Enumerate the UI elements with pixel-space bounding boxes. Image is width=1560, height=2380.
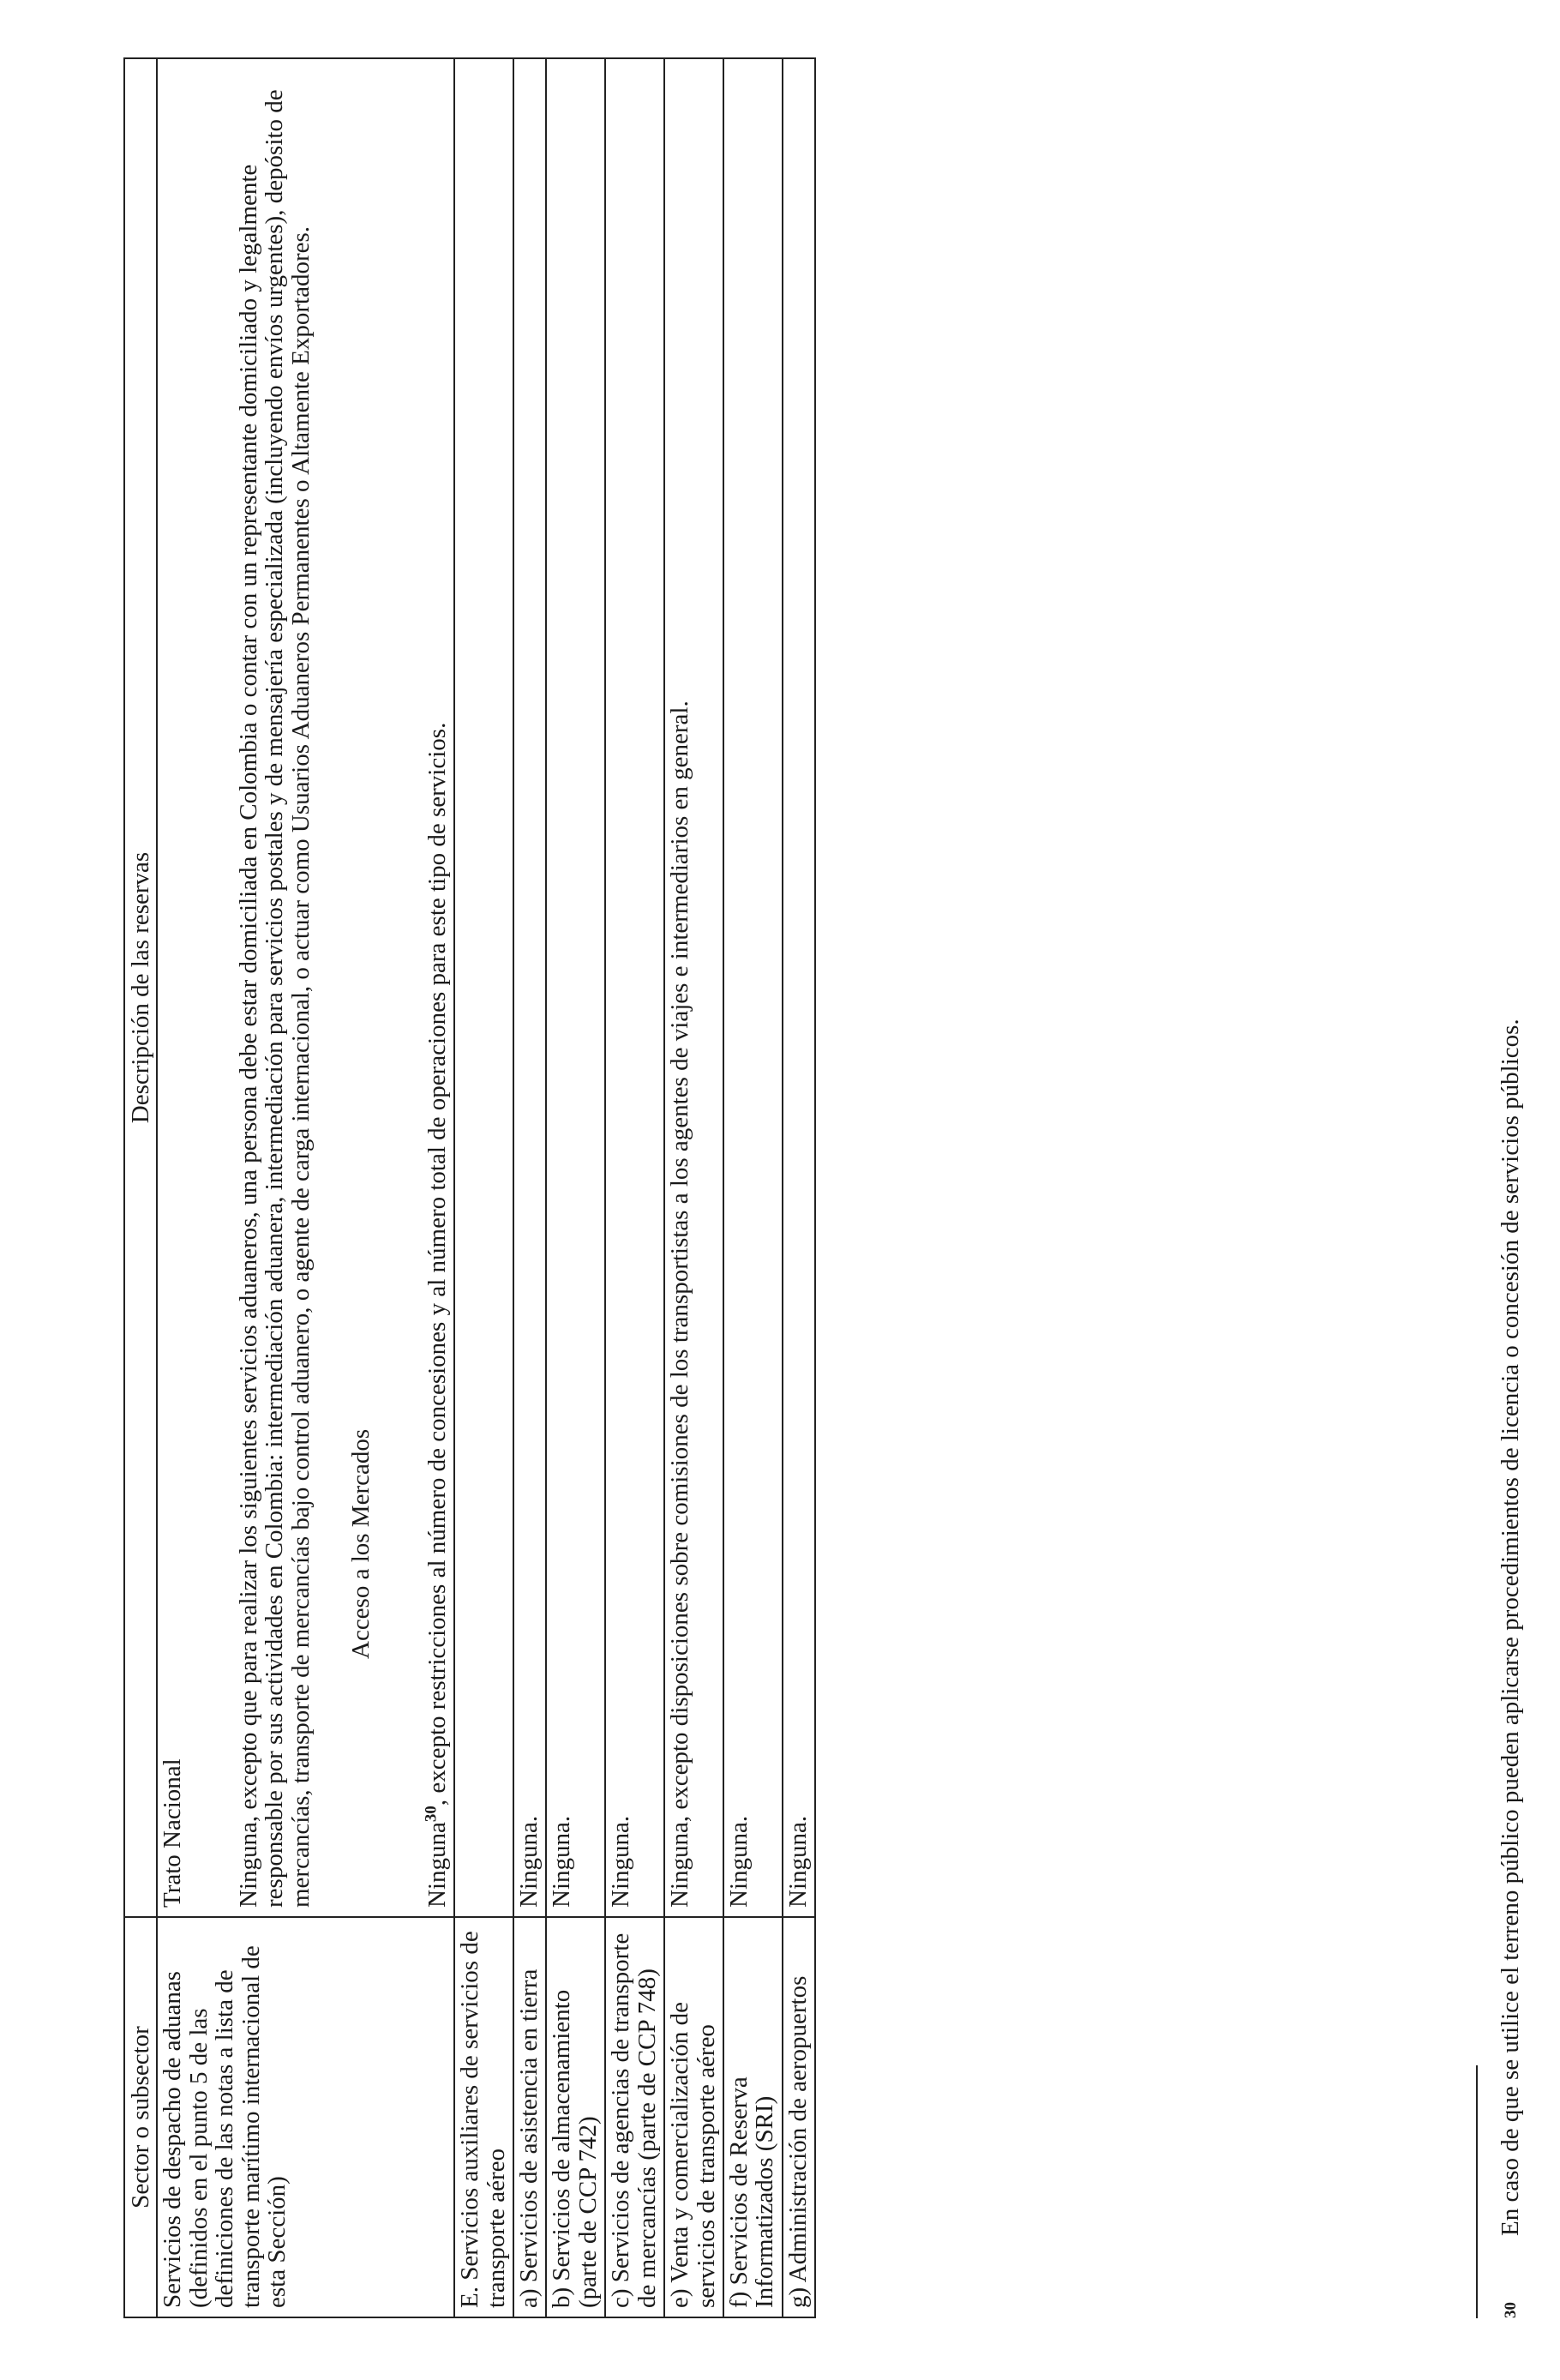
table-row	[513, 58, 546, 2317]
table-row	[605, 58, 664, 2317]
description-cell	[454, 58, 513, 1917]
trato-nacional-text: Ninguna, excepto que para realizar los siguientes servicios aduaneros, una persona debe estar domiciliada en Colombia o contar con un representante domiciliado y legalmente responsable por sus actividades en Colombia: intermediación aduanera, intermediación para servicios postales y de mensajería especializada (incluyendo envíos urgentes), depósito de mercancías, transporte de mercancías bajo control aduanero, o agente de carga internacional, o actuar como Usuarios Aduaneros Permanentes o Altamente Exportadores.	[234, 89, 315, 1908]
acceso-rest: , excepto restricciones al número de concesiones y al número total de operaciones para este tipo de servicios.	[423, 722, 451, 1806]
header-sector: Sector o subsector	[124, 1917, 157, 2317]
sector-cell: f) Servicios de Reserva Informatizados (SRI)	[723, 1917, 783, 2317]
acceso-mercados-heading: Acceso a los Mercados	[347, 1428, 375, 1659]
reservations-table	[123, 57, 816, 2318]
footnote-ref-30: 30	[421, 1806, 440, 1823]
trato-nacional-heading: Trato Nacional	[159, 1758, 187, 1908]
description-cell: Ninguna.	[605, 58, 664, 1917]
table-row	[157, 58, 454, 2317]
acceso-mercados-text	[421, 68, 451, 1908]
table-row	[546, 58, 605, 2317]
sector-cell: a) Servicios de asistencia en tierra	[513, 1917, 546, 2317]
sector-cell: E. Servicios auxiliares de servicios de transporte aéreo	[454, 1917, 513, 2317]
footnote-number: 30	[1502, 2302, 1520, 2318]
footnote-separator	[1476, 2065, 1478, 2318]
sector-cell: b) Servicios de almacenamiento (parte de CCP 742)	[546, 1917, 605, 2317]
description-cell: Ninguna.	[723, 58, 783, 1917]
sector-cell: e) Venta y comercialización de servicios de transporte aéreo	[664, 1917, 723, 2317]
table-row	[454, 58, 513, 2317]
table-row	[723, 58, 783, 2317]
table-row	[664, 58, 723, 2317]
description-cell: Ninguna.	[546, 58, 605, 1917]
reservations-table-wrapper	[123, 57, 816, 2318]
table-header-row	[124, 58, 157, 2317]
description-cell: Ninguna.	[513, 58, 546, 1917]
footnote-text: En caso de que se utilice el terreno público pueden aplicarse procedimientos de licencia o concesión de servicios públicos.	[1497, 1019, 1524, 2236]
table-row	[783, 58, 815, 2317]
description-cell: Ninguna.	[783, 58, 815, 1917]
sector-cell: g) Administración de aeropuertos	[783, 1917, 815, 2317]
sector-cell: c) Servicios de agencias de transporte de mercancías (parte de CCP 748)	[605, 1917, 664, 2317]
description-cell	[157, 58, 454, 1917]
header-description: Descripción de las reservas	[124, 58, 157, 1917]
acceso-lead: Ninguna	[423, 1822, 451, 1908]
description-cell: Ninguna, excepto disposiciones sobre comisiones de los transportistas a los agentes de viajes e intermediarios en general.	[664, 58, 723, 1917]
footnote	[1497, 89, 1525, 2318]
sector-cell: Servicios de despacho de aduanas (definidos en el punto 5 de las definiciones de las notas a lista de transporte marítimo internacional de esta Sección)	[157, 1917, 454, 2317]
